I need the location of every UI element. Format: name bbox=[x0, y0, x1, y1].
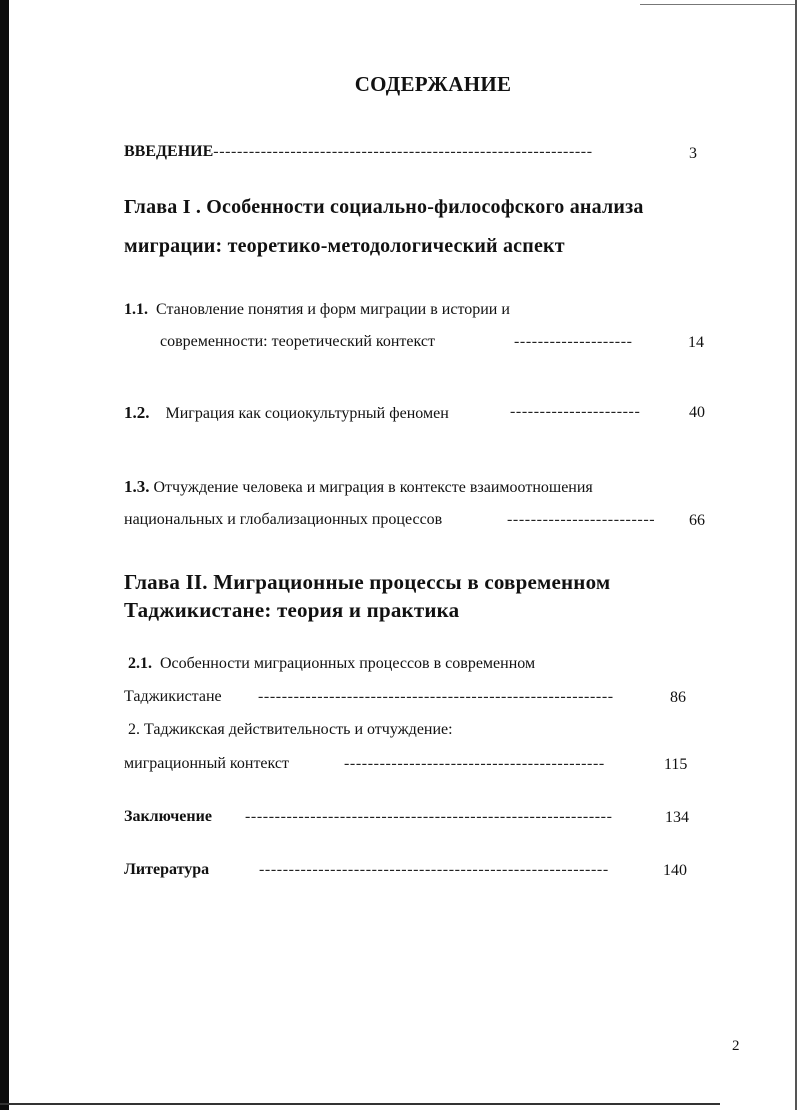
s11-line1: Становление понятия и форм миграции в истории и bbox=[156, 301, 510, 318]
s11-page: 14 bbox=[688, 334, 704, 351]
intro-label: ВВЕДЕНИЕ bbox=[124, 143, 214, 160]
toc-entry-1-3-cont[interactable] bbox=[124, 511, 442, 529]
conclusion-dashes: -------------------------------------------------------------- bbox=[245, 808, 613, 825]
s13-page: 66 bbox=[689, 512, 705, 529]
toc-entry-1-2[interactable] bbox=[124, 403, 449, 423]
s22-dashes: -------------------------------------------- bbox=[344, 755, 605, 772]
s22-line2: миграционный контекст bbox=[124, 755, 289, 772]
s13-number: 1.3. bbox=[124, 477, 150, 496]
s21-dashes: ------------------------------------------------------------ bbox=[258, 688, 614, 705]
s13-dashes: ------------------------- bbox=[507, 511, 656, 528]
s12-page: 40 bbox=[689, 404, 705, 421]
s22-text: 2. Таджикская действительность и отчуждение: bbox=[128, 721, 453, 738]
literature-label: Литература bbox=[124, 861, 210, 878]
s11-number: 1.1. bbox=[124, 301, 148, 318]
s22-page: 115 bbox=[664, 756, 688, 773]
s21-page: 86 bbox=[670, 689, 686, 706]
s11-line2: современности: теоретический контекст bbox=[160, 333, 435, 350]
toc-entry-2-1[interactable] bbox=[128, 655, 535, 673]
literature-dashes: ----------------------------------------------------------- bbox=[259, 861, 609, 878]
toc-entry-2-2[interactable] bbox=[128, 721, 453, 739]
s12-dashes: ---------------------- bbox=[510, 403, 641, 420]
toc-entry-2-1-cont[interactable] bbox=[124, 688, 222, 706]
page-title: СОДЕРЖАНИЕ bbox=[354, 72, 512, 96]
page-number: 2 bbox=[732, 1038, 740, 1054]
scan-bottom-edge bbox=[0, 1103, 720, 1105]
chapter2-title-line2[interactable]: Таджикистане: теория и практика bbox=[124, 598, 460, 622]
conclusion-page: 134 bbox=[665, 809, 689, 826]
intro-page: 3 bbox=[689, 145, 697, 162]
scan-left-edge bbox=[0, 0, 9, 1110]
toc-entry-1-3[interactable] bbox=[124, 477, 593, 497]
literature-page: 140 bbox=[663, 862, 687, 879]
toc-entry-2-2-cont[interactable] bbox=[124, 755, 289, 773]
toc-entry-intro[interactable] bbox=[124, 143, 593, 161]
scan-top-edge bbox=[640, 4, 797, 5]
chapter2-title-line1[interactable]: Глава II. Миграционные процессы в современном bbox=[124, 570, 611, 594]
conclusion-label: Заключение bbox=[124, 808, 212, 825]
chapter1-title-line2[interactable]: миграции: теоретико-методологический аспект bbox=[124, 235, 565, 257]
s12-number: 1.2. bbox=[124, 403, 150, 422]
s13-line1: Отчуждение человека и миграция в контексте взаимоотношения bbox=[153, 479, 593, 496]
toc-entry-conclusion[interactable] bbox=[124, 808, 212, 826]
s13-line2: национальных и глобализационных процессов bbox=[124, 511, 443, 528]
s21-line2: Таджикистане bbox=[124, 688, 222, 705]
s12-text: Миграция как социокультурный феномен bbox=[165, 405, 449, 422]
s21-number: 2.1. bbox=[128, 655, 152, 672]
toc-entry-1-1[interactable] bbox=[124, 301, 510, 319]
s11-dashes: -------------------- bbox=[514, 333, 633, 350]
intro-dashes: ---------------------------------------------------------------- bbox=[213, 143, 593, 160]
s21-line1: Особенности миграционных процессов в современном bbox=[160, 655, 536, 672]
toc-entry-literature[interactable] bbox=[124, 861, 209, 879]
toc-entry-1-1-cont[interactable] bbox=[160, 333, 435, 351]
chapter1-title-line1[interactable]: Глава I . Особенности социально-философского анализа bbox=[124, 196, 644, 218]
